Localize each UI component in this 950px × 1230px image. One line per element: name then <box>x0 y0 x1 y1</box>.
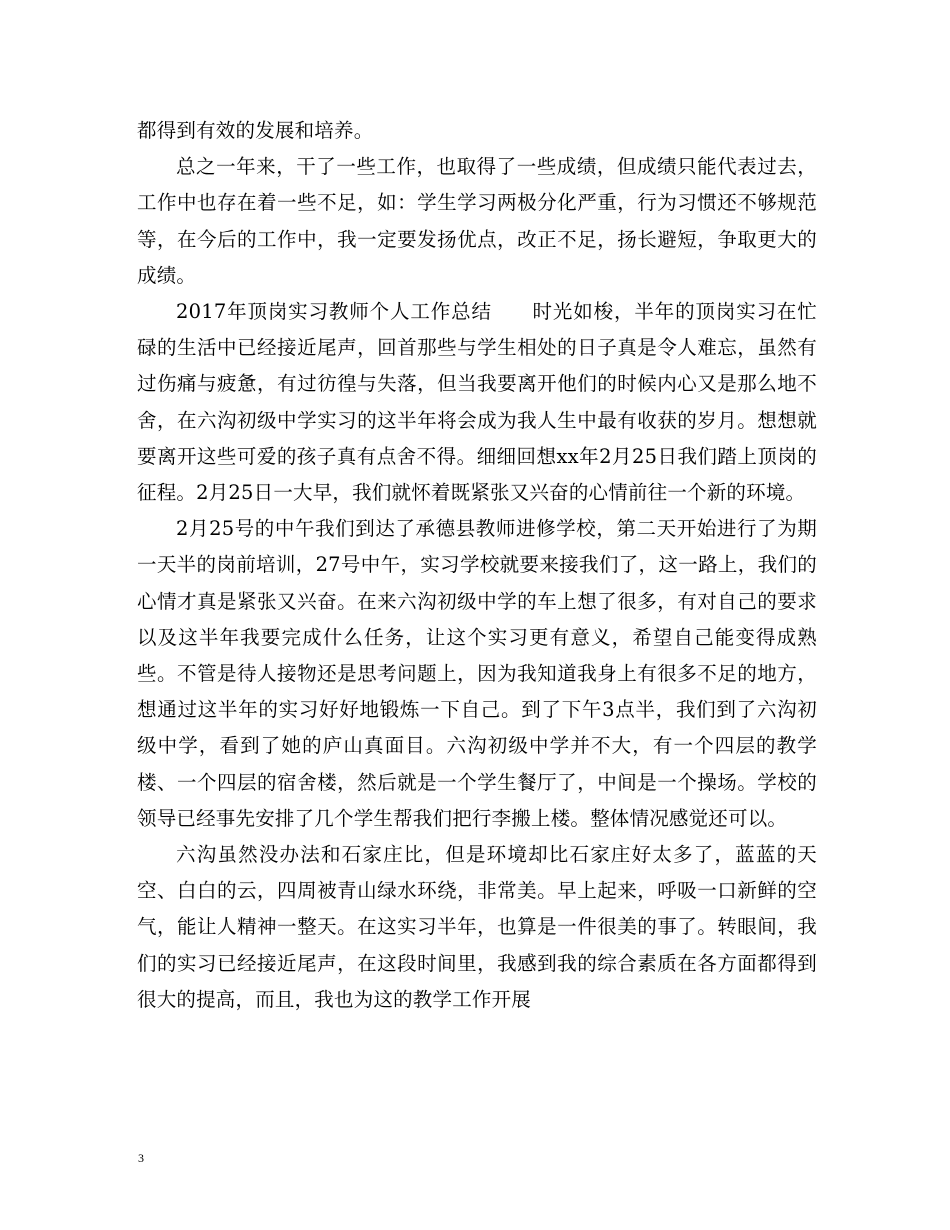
paragraph-continuation: 都得到有效的发展和培养。 <box>137 119 374 142</box>
page-number: 3 <box>138 1151 144 1165</box>
paragraph-arrival: 2月25号的中午我们到达了承德县教师进修学校，第二天开始进行了为期一天半的岗前培训，27号中午，实习学校就要来接我们了，这一路上，我们的心情才真是紧张又兴奋。在来六沟初级中学的车上想了很多，有对自己的要求以及这半年我要完成什么任务，让这个实习更有意义，希望自己能变得成熟些。不管是待人接物还是思考问题上，因为我知道我身上有很多不足的地方，想通过这半年的实习好好地锻炼一下自己。到了下午3点半，我们到了六沟初级中学，看到了她的庐山真面目。六沟初级中学并不大，有一个四层的教学楼、一个四层的宿舍楼，然后就是一个学生餐厅了，中间是一个操场。学校的领导已经事先安排了几个学生帮我们把行李搬上楼。整体情况感觉还可以。 <box>137 517 817 830</box>
paragraph-summary: 总之一年来，干了一些工作，也取得了一些成绩，但成绩只能代表过去，工作中也存在着一些不足，如：学生学习两极分化严重，行为习惯还不够规范等，在今后的工作中，我一定要发扬优点，改正不足，扬长避短，争取更大的成绩。 <box>137 155 817 287</box>
paragraph-environment: 六沟虽然没办法和石家庄比，但是环境却比石家庄好太多了，蓝蓝的天空、白白的云，四周被青山绿水环绕，非常美。早上起来，呼吸一口新鲜的空气，能让人精神一整天。在这实习半年，也算是一件很美的事了。转眼间，我们的实习已经接近尾声，在这段时间里，我感到我的综合素质在各方面都得到很大的提高，而且，我也为这的教学工作开展 <box>137 843 817 1011</box>
body-text <box>137 113 817 1018</box>
paragraph-internship-intro: 2017年顶岗实习教师个人工作总结 时光如梭，半年的顶岗实习在忙碌的生活中已经接近尾声，回首那些与学生相处的日子真是令人难忘，虽然有过伤痛与疲惫，有过彷徨与失落，但当我要离开他们的时候内心又是那么地不舍，在六沟初级中学实习的这半年将会成为我人生中最有收获的岁月。想想就要离开这些可爱的孩子真有点舍不得。细细回想xx年2月25日我们踏上顶岗的征程。2月25日一大早，我们就怀着既紧张又兴奋的心情前往一个新的环境。 <box>137 300 817 505</box>
